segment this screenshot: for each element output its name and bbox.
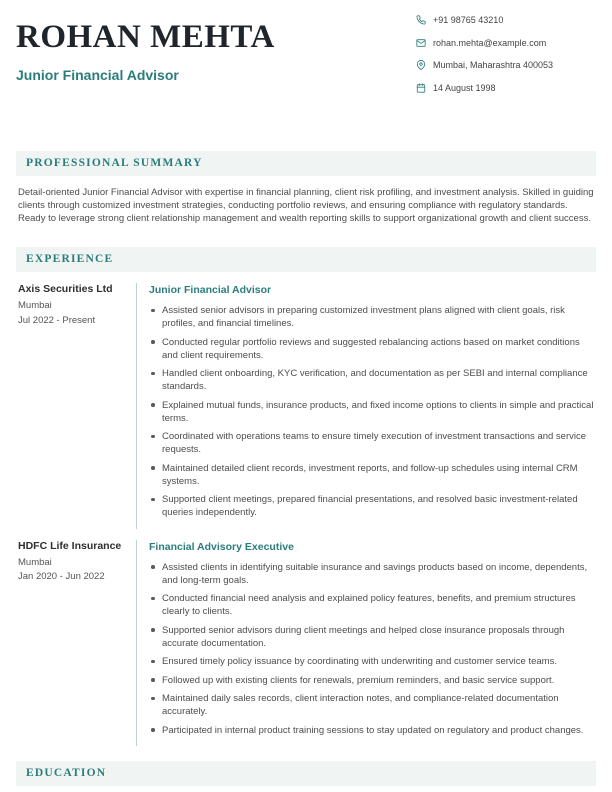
phone-icon: [416, 15, 426, 25]
email-text: rohan.mehta@example.com: [433, 37, 547, 48]
location-icon: [416, 60, 426, 70]
email-icon: [416, 38, 426, 48]
education-section-heading: EDUCATION: [26, 767, 107, 779]
employment-dates: Jan 2020 - Jun 2022: [18, 571, 105, 582]
experience-entry-axis-securities: [16, 283, 596, 529]
job-bullet: Maintained detailed client records, investment reports, and follow-up schedules using internal CRM systems.: [149, 462, 596, 488]
header: [16, 0, 596, 105]
company-location: Mumbai: [18, 300, 52, 311]
company-name: Axis Securities Ltd: [18, 283, 113, 295]
job-bullet: Explained mutual funds, insurance products, and fixed income options to clients in simple and practical terms.: [149, 399, 596, 425]
job-bullet: Ensured timely policy issuance by coordinating with underwriting and customer service teams.: [149, 655, 596, 668]
entry-right-column: [136, 540, 596, 747]
company-location: Mumbai: [18, 556, 52, 568]
job-bullet: Participated in internal product training sessions to stay updated on regulatory and product changes.: [149, 724, 596, 737]
section-education: [16, 761, 596, 786]
job-bullet: Assisted senior advisors in preparing customized investment plans aligned with client goals, risk profiles, and financial timelines.: [149, 304, 596, 330]
job-bullet: Maintained daily sales records, client interaction notes, and compliance-related documentation accurately.: [149, 692, 596, 718]
person-role: Junior Financial Advisor: [16, 67, 179, 83]
entry-left-column: [18, 540, 136, 747]
contact-block: [416, 12, 596, 105]
job-bullet-list: [149, 561, 596, 737]
job-bullet: Followed up with existing clients for renewals, premium reminders, and basic service support.: [149, 674, 596, 687]
contact-birthdate: [416, 83, 596, 93]
birthdate-text: 14 August 1998: [433, 82, 496, 93]
section-professional-summary: [16, 151, 596, 225]
experience-entry-hdfc-life: [16, 540, 596, 747]
entry-left-column: [18, 283, 136, 529]
summary-text: Detail-oriented Junior Financial Advisor with expertise in financial planning, client risk profiling, and investment analysis. Skilled in guiding clients through customized investment strategies, conducting portfolio reviews, and ensuring compliance with regulatory standards. Ready to leverage strong client relationship management and wealth reporting skills to support organizational growth and client success.: [18, 187, 594, 224]
location-text: Mumbai, Maharashtra 400053: [433, 60, 554, 70]
experience-section-bar: [16, 247, 596, 272]
entry-right-column: [136, 283, 596, 529]
job-bullet: Coordinated with operations teams to ensure timely execution of investment transactions and service requests.: [149, 430, 596, 456]
experience-section-heading: EXPERIENCE: [26, 253, 114, 265]
job-bullet: Supported senior advisors during client meetings and helped close insurance proposals through accurate documentation.: [149, 624, 596, 650]
calendar-icon: [416, 83, 426, 93]
section-experience: [16, 247, 596, 746]
job-bullet: Assisted clients in identifying suitable insurance and savings products based on income, dependents, and long-term goals.: [149, 561, 596, 587]
person-name: ROHAN MEHTA: [16, 19, 275, 55]
job-bullet-list: [149, 304, 596, 519]
job-title: Financial Advisory Executive: [149, 540, 294, 553]
job-bullet: Supported client meetings, prepared financial presentations, and resolved basic investment-related queries independently.: [149, 493, 596, 519]
contact-email: [416, 38, 596, 48]
identity-block: [16, 12, 275, 83]
summary-section-heading: PROFESSIONAL SUMMARY: [26, 157, 203, 169]
job-bullet: Conducted financial need analysis and explained policy features, benefits, and premium structures clearly to clients.: [149, 592, 596, 618]
job-title: Junior Financial Advisor: [149, 284, 272, 296]
employment-dates: Jul 2022 - Present: [18, 314, 96, 326]
phone-text: +91 98765 43210: [433, 15, 504, 25]
job-bullet: Handled client onboarding, KYC verification, and documentation as per SEBI and internal compliance standards.: [149, 367, 596, 393]
summary-section-bar: [16, 151, 596, 176]
job-bullet: Conducted regular portfolio reviews and suggested rebalancing actions based on market conditions and client requirements.: [149, 336, 596, 362]
contact-location: [416, 60, 596, 70]
contact-phone: [416, 15, 596, 25]
company-name: HDFC Life Insurance: [18, 539, 122, 552]
education-section-bar: [16, 761, 596, 786]
